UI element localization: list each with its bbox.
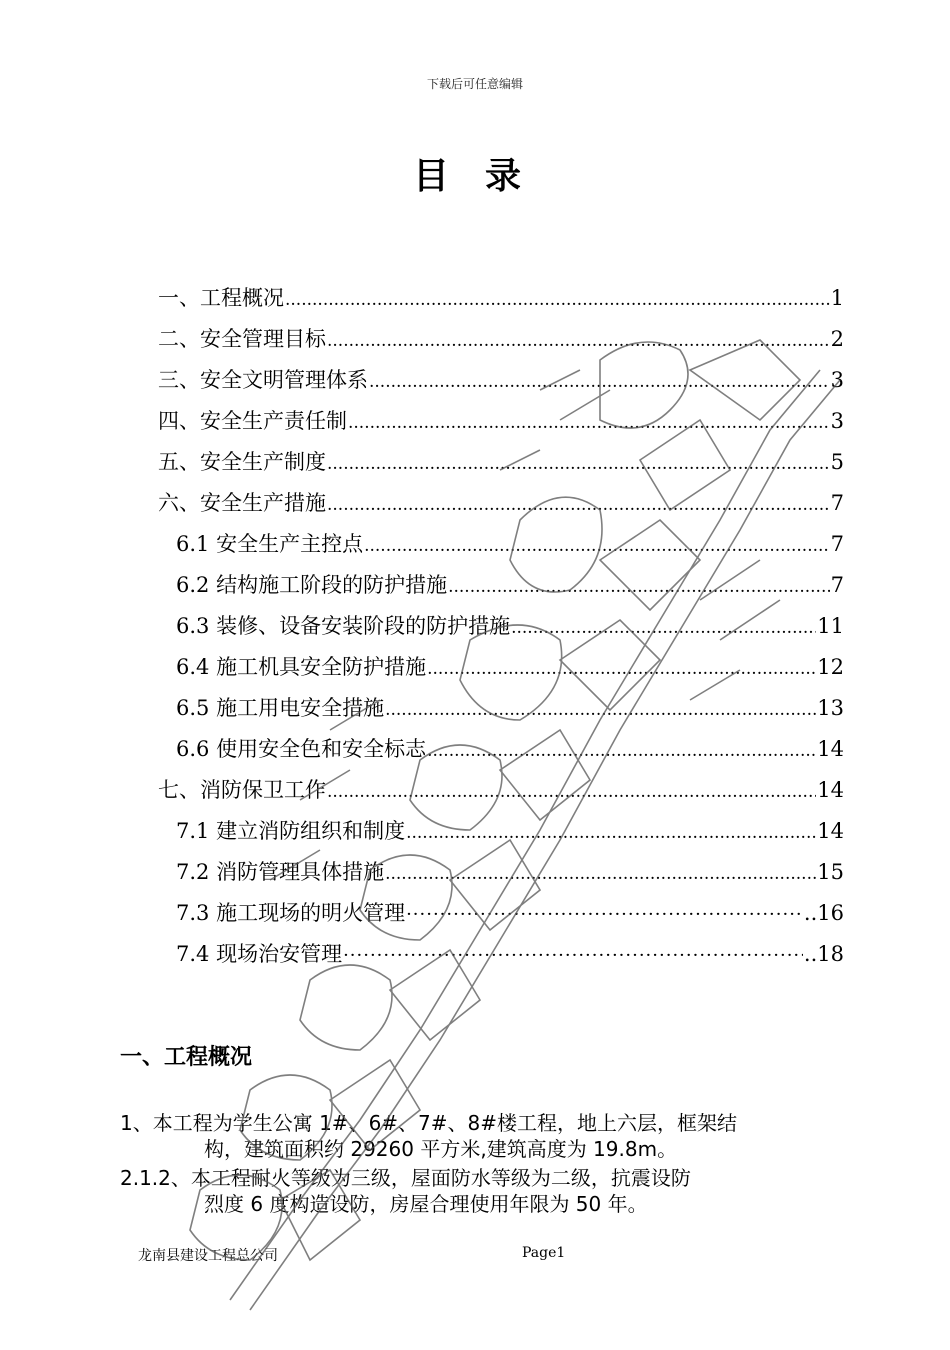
toc-page: 13 [817, 696, 844, 720]
toc-entry[interactable] [158, 283, 844, 313]
toc-entry[interactable] [176, 857, 844, 887]
toc-page: 14 [817, 737, 844, 761]
toc-entry[interactable] [158, 365, 844, 395]
toc-leader [369, 369, 830, 395]
paragraph-overview-2 [120, 1165, 845, 1217]
toc-page: 7 [830, 491, 844, 515]
toc-entry[interactable] [176, 898, 844, 928]
toc-leader [406, 820, 816, 846]
toc-page: 12 [817, 655, 844, 679]
toc-label: 6.5 施工用电安全措施 [176, 696, 385, 720]
paragraph-line: 构，建筑面积约 29260 平方米,建筑高度为 19.8m。 [204, 1137, 678, 1161]
toc-label: 一、工程概况 [158, 286, 284, 310]
toc-label: 7.2 消防管理具体措施 [176, 860, 385, 884]
toc-entry[interactable] [158, 406, 844, 436]
toc-leader [327, 779, 816, 805]
toc-page: 14 [817, 819, 844, 843]
toc-entry[interactable] [176, 529, 844, 559]
toc-entry[interactable] [158, 488, 844, 518]
toc-page: 7 [830, 532, 844, 556]
toc-label: 7.4 现场治安管理 [176, 942, 343, 966]
toc-label: 7.1 建立消防组织和制度 [176, 819, 406, 843]
toc-leader [427, 656, 816, 682]
toc-label: 六、安全生产措施 [158, 491, 326, 515]
toc-leader [511, 615, 816, 641]
toc-label: 七、消防保卫工作 [158, 778, 326, 802]
toc-label: 五、安全生产制度 [158, 450, 326, 474]
paragraph-line: 烈度 6 度构造设防，房屋合理使用年限为 50 年。 [204, 1192, 648, 1216]
toc-leader [285, 287, 830, 313]
toc-leader [327, 492, 830, 518]
toc-leader [364, 533, 830, 559]
toc-entry[interactable] [158, 775, 844, 805]
toc-page: 5 [830, 450, 844, 474]
toc-page: 7 [830, 573, 844, 597]
toc-entry[interactable] [158, 324, 844, 354]
toc-leader [327, 451, 830, 477]
paragraph-overview-1 [120, 1110, 845, 1162]
toc-entry[interactable] [176, 816, 844, 846]
toc-entry[interactable] [176, 734, 844, 764]
toc-page: 3 [830, 409, 844, 433]
toc-label: 6.1 安全生产主控点 [176, 532, 364, 556]
toc-leader [343, 943, 803, 969]
toc-leader [385, 697, 816, 723]
toc-page: 14 [817, 778, 844, 802]
toc-page: ..16 [803, 901, 844, 925]
paragraph-line: 2.1.2、本工程耐火等级为三级，屋面防水等级为二级，抗震设防 [120, 1166, 691, 1190]
toc-entry[interactable] [158, 447, 844, 477]
toc-entry[interactable] [176, 652, 844, 682]
toc-entry[interactable] [176, 939, 844, 969]
toc-label: 二、安全管理目标 [158, 327, 326, 351]
toc-label: 三、安全文明管理体系 [158, 368, 368, 392]
toc-entry[interactable] [176, 611, 844, 641]
toc-leader [327, 328, 830, 354]
toc-leader [406, 902, 803, 928]
toc-entry[interactable] [176, 570, 844, 600]
section-heading: 一、工程概况 [120, 1045, 253, 1070]
toc-page: ..18 [803, 942, 844, 966]
toc-label: 6.4 施工机具安全防护措施 [176, 655, 427, 679]
toc-page: 3 [830, 368, 844, 392]
paragraph-line: 1、本工程为学生公寓 1#、6#、7#、8#楼工程，地上六层，框架结 [120, 1111, 738, 1135]
toc-leader [385, 861, 816, 887]
toc-label: 四、安全生产责任制 [158, 409, 347, 433]
toc-page: 11 [817, 614, 844, 638]
toc-page: 2 [830, 327, 844, 351]
page-header-note: 下载后可任意编辑 [426, 77, 523, 91]
toc-page: 15 [817, 860, 844, 884]
toc-label: 6.2 结构施工阶段的防护措施 [176, 573, 448, 597]
toc-leader [348, 410, 830, 436]
toc-entry[interactable] [176, 693, 844, 723]
footer-page-number: Page1 [522, 1245, 566, 1261]
toc-leader [427, 738, 816, 764]
toc-page: 1 [830, 286, 844, 310]
toc-label: 6.3 装修、设备安装阶段的防护措施 [176, 614, 511, 638]
toc-title: 目录 [412, 156, 557, 197]
toc-label: 6.6 使用安全色和安全标志 [176, 737, 427, 761]
toc-label: 7.3 施工现场的明火管理 [176, 901, 406, 925]
footer-company: 龙南县建设工程总公司 [138, 1248, 278, 1264]
toc-leader [448, 574, 830, 600]
